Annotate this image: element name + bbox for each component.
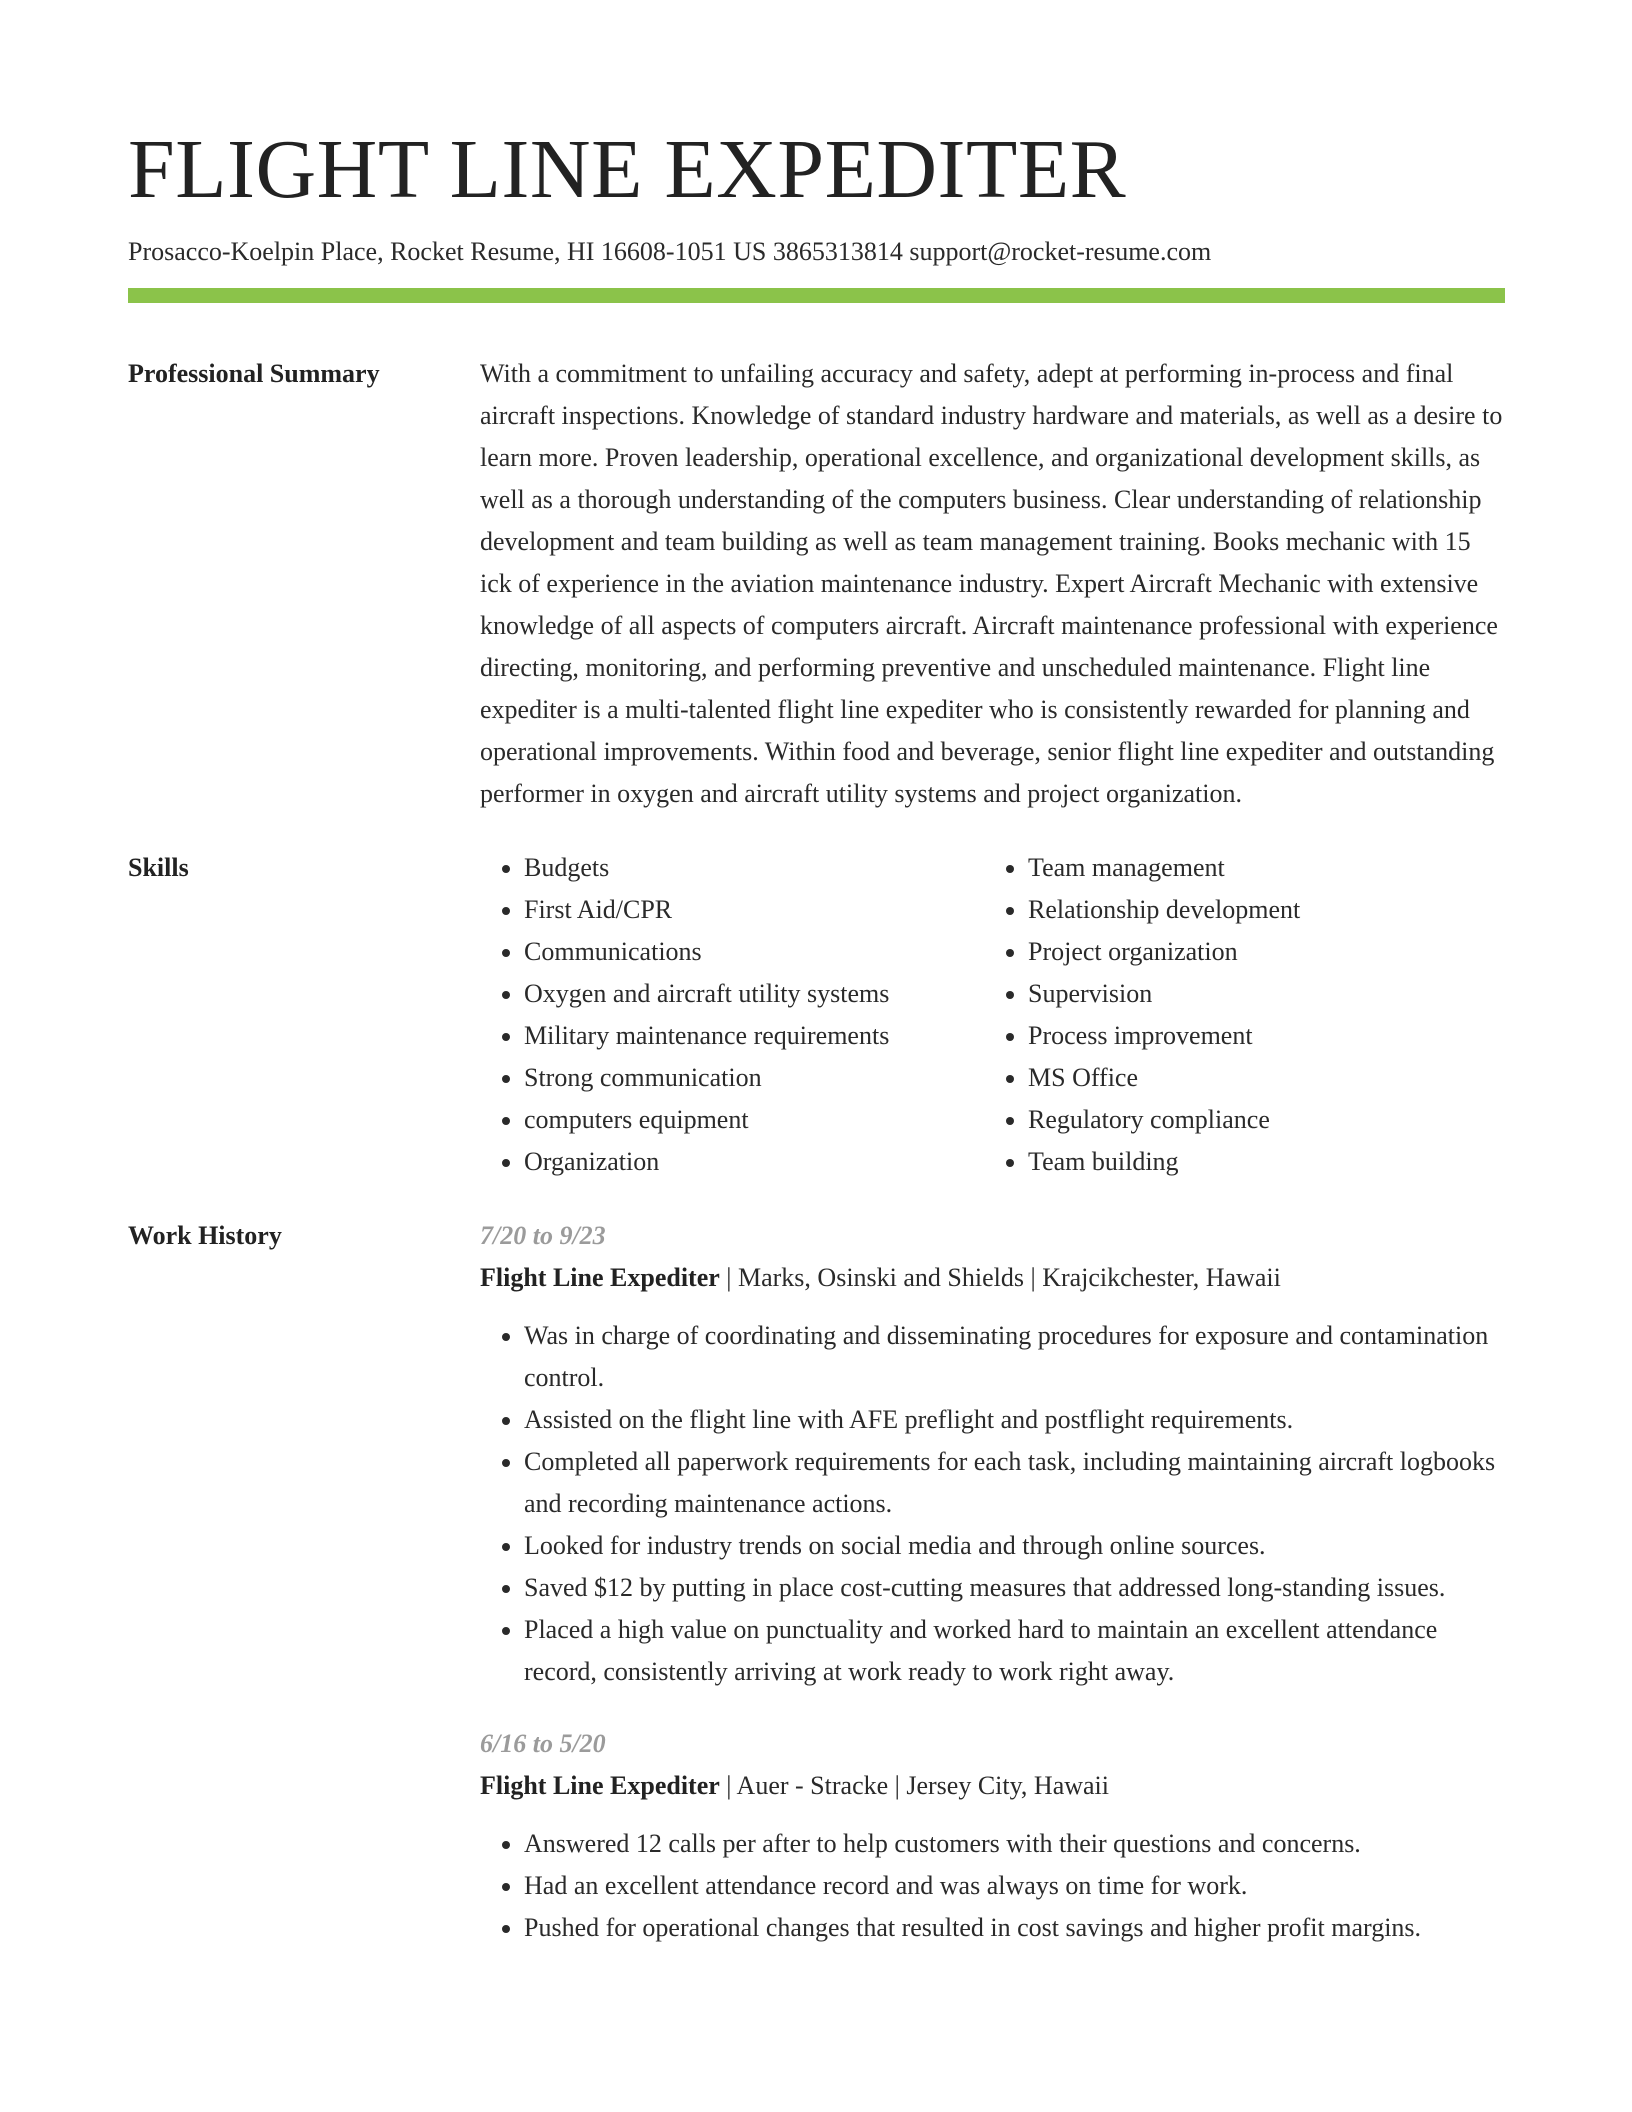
skill-item: • MS Office xyxy=(1028,1057,1505,1099)
skill-item: • Relationship development xyxy=(1028,889,1505,931)
job-heading xyxy=(480,1765,1505,1807)
skill-item: • computers equipment xyxy=(524,1099,984,1141)
work-history-body xyxy=(480,1215,1505,1979)
skills-heading: Skills xyxy=(128,853,189,882)
skills-body xyxy=(480,847,1505,1183)
work-history-section xyxy=(128,1215,1505,1979)
job-entry xyxy=(480,1215,1505,1693)
skills-column-right xyxy=(984,847,1505,1183)
job-bullet: • Looked for industry trends on social media and through online sources. xyxy=(524,1525,1505,1567)
skill-item: • Strong communication xyxy=(524,1057,984,1099)
skill-item: • Supervision xyxy=(1028,973,1505,1015)
skill-item: • Regulatory compliance xyxy=(1028,1099,1505,1141)
job-dates: 7/20 to 9/23 xyxy=(480,1221,606,1250)
skill-item: • Organization xyxy=(524,1141,984,1183)
job-bullet: • Pushed for operational changes that resulted in cost savings and higher profit margins. xyxy=(524,1907,1505,1949)
job-heading xyxy=(480,1257,1505,1299)
job-employer-location: | Auer - Stracke | Jersey City, Hawaii xyxy=(719,1771,1110,1800)
skill-item: • Team building xyxy=(1028,1141,1505,1183)
work-history-heading: Work History xyxy=(128,1221,282,1250)
skills-grid xyxy=(480,847,1505,1183)
summary-heading: Professional Summary xyxy=(128,359,380,388)
job-bullet: • Placed a high value on punctuality and worked hard to maintain an excellent attendance record, consistently arriving at work ready to work right away. xyxy=(524,1609,1505,1693)
job-entry xyxy=(480,1723,1505,1949)
skill-item: • Budgets xyxy=(524,847,984,889)
candidate-name: FLIGHT LINE EXPEDITER xyxy=(128,123,1127,216)
job-bullets xyxy=(480,1823,1505,1949)
job-bullet: • Had an excellent attendance record and was always on time for work. xyxy=(524,1865,1505,1907)
skill-item: • Team management xyxy=(1028,847,1505,889)
job-dates: 6/16 to 5/20 xyxy=(480,1729,606,1758)
skill-item: • Project organization xyxy=(1028,931,1505,973)
contact-line: Prosacco-Koelpin Place, Rocket Resume, HI 16608-1051 US 3865313814 support@rocket-resume.com xyxy=(128,237,1212,266)
skill-item: • Communications xyxy=(524,931,984,973)
summary-section xyxy=(128,353,1505,815)
job-bullet: • Saved $12 by putting in place cost-cutting measures that addressed long-standing issues. xyxy=(524,1567,1505,1609)
job-title: Flight Line Expediter xyxy=(480,1771,720,1800)
job-bullet: • Assisted on the flight line with AFE preflight and postflight requirements. xyxy=(524,1399,1505,1441)
skills-column-left xyxy=(480,847,984,1183)
job-bullet: • Answered 12 calls per after to help customers with their questions and concerns. xyxy=(524,1823,1505,1865)
skill-item: • First Aid/CPR xyxy=(524,889,984,931)
job-employer-location: | Marks, Osinski and Shields | Krajcikchester, Hawaii xyxy=(719,1263,1281,1292)
summary-text: With a commitment to unfailing accuracy and safety, adept at performing in-process and final aircraft inspections. Knowledge of standard industry hardware and materials, as well as a desire to learn more. Proven leadership, operational excellence, and organizational development skills, as well as a thorough understanding of the computers business. Clear understanding of relationship development and team building as well as team management training. Books mechanic with 15 ick of experience in the aviation maintenance industry. Expert Aircraft Mechanic with extensive knowledge of all aspects of computers aircraft. Aircraft maintenance professional with experience directing, monitoring, and performing preventive and unscheduled maintenance. Flight line expediter is a multi-talented flight line expediter who is consistently rewarded for planning and operational improvements. Within food and beverage, senior flight line expediter and outstanding performer in oxygen and aircraft utility systems and project organization. xyxy=(480,359,1503,808)
skill-item: • Oxygen and aircraft utility systems xyxy=(524,973,984,1015)
job-title: Flight Line Expediter xyxy=(480,1263,720,1292)
job-bullet: • Was in charge of coordinating and disseminating procedures for exposure and contamination control. xyxy=(524,1315,1505,1399)
skills-section xyxy=(128,847,1505,1183)
skill-item: • Military maintenance requirements xyxy=(524,1015,984,1057)
job-bullet: • Completed all paperwork requirements for each task, including maintaining aircraft logbooks and recording maintenance actions. xyxy=(524,1441,1505,1525)
resume-page xyxy=(128,0,1505,1979)
skill-item: • Process improvement xyxy=(1028,1015,1505,1057)
header-divider xyxy=(128,288,1505,303)
job-bullets xyxy=(480,1315,1505,1693)
